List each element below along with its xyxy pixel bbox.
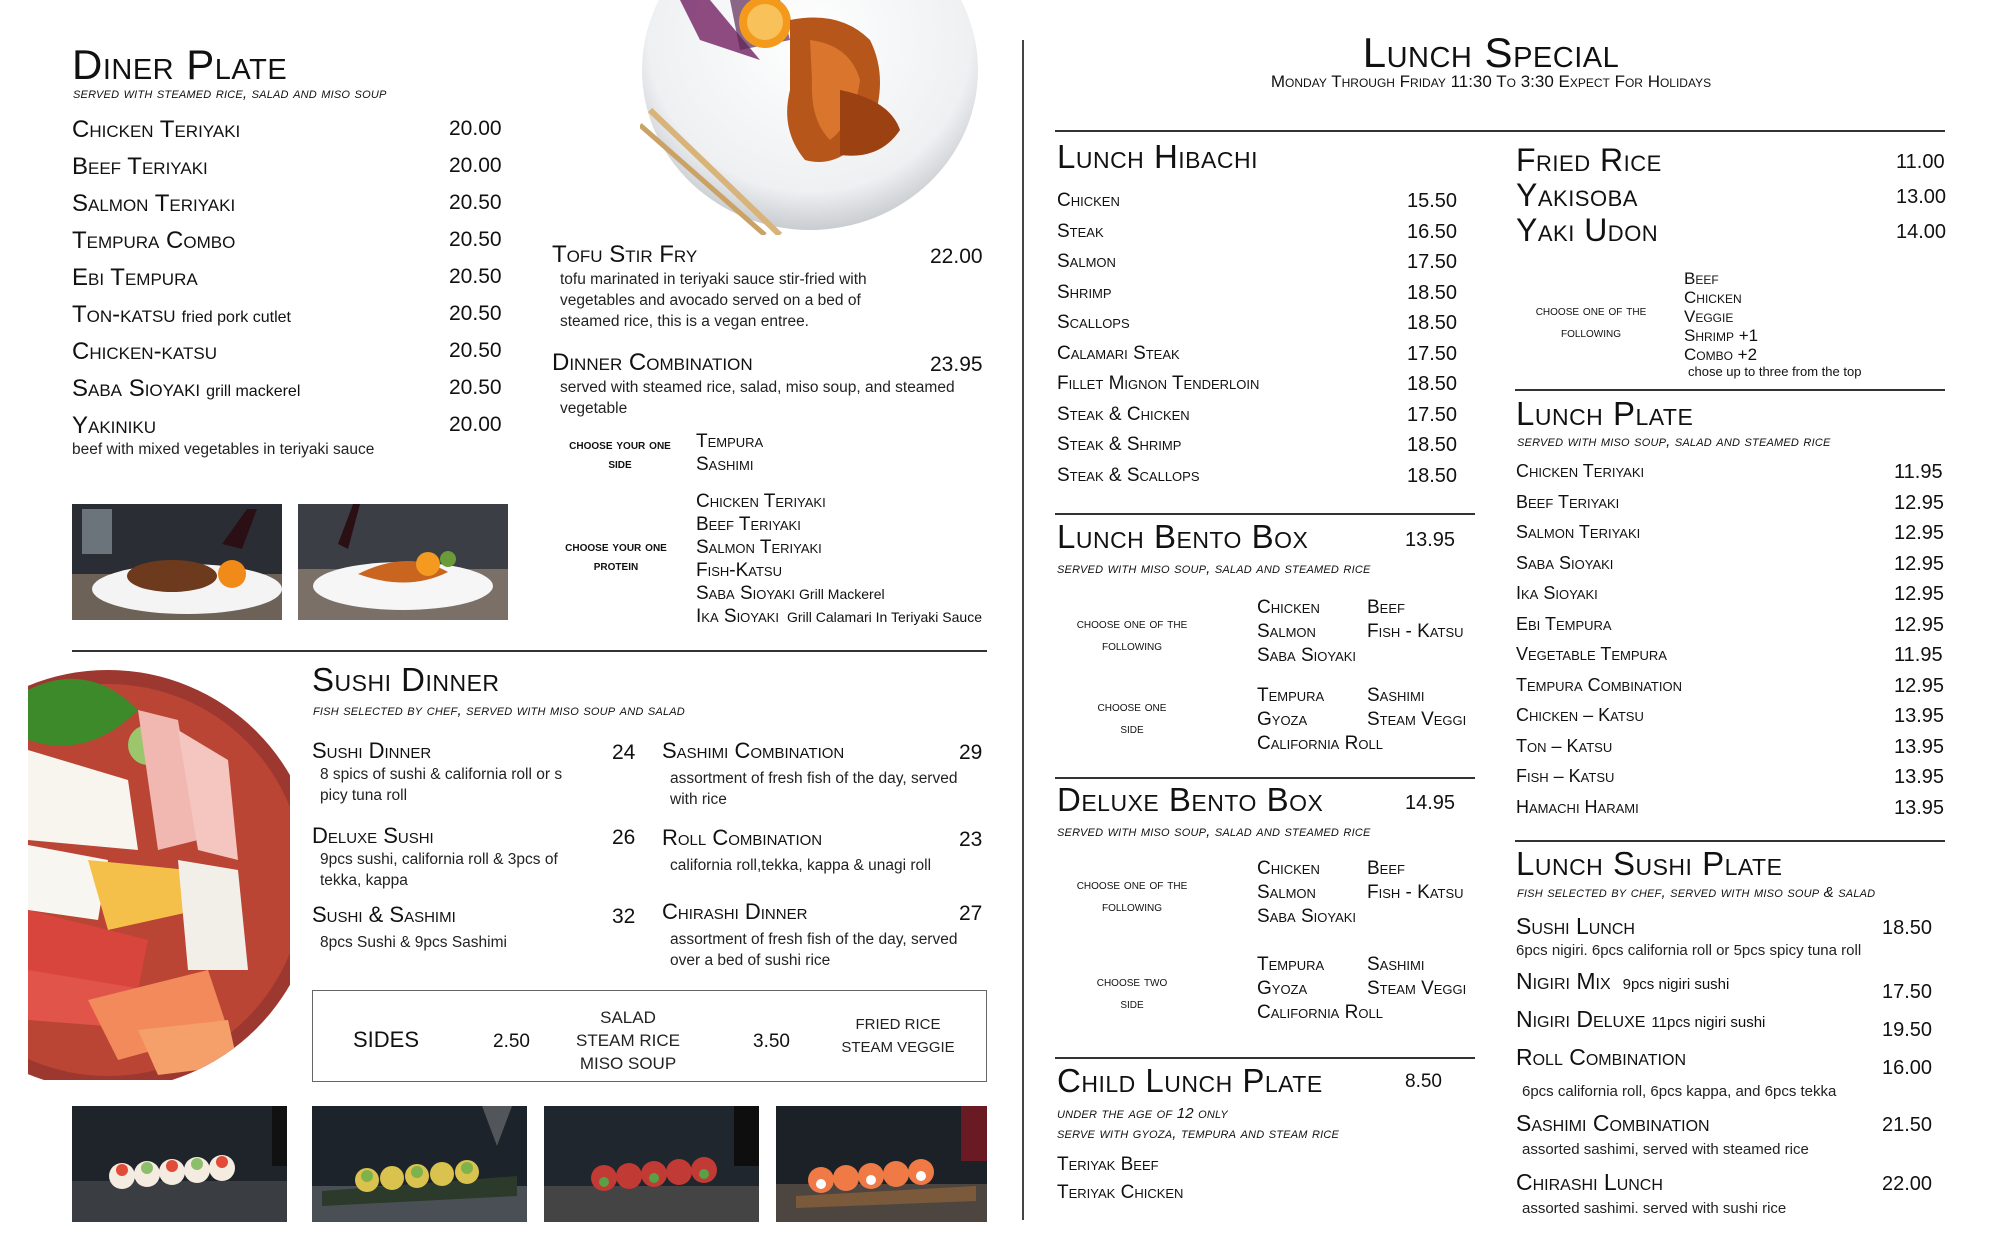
protein-note: Grill Mackerel <box>799 586 885 602</box>
item-price: 20.00 <box>449 413 502 436</box>
lunch-bento-subtitle: served with miso soup, salad and steamed rice <box>1057 560 1371 577</box>
list-item <box>72 118 502 142</box>
item-name: Sashimi Combination <box>1516 1110 1710 1136</box>
item-price: 13.95 <box>1894 705 1945 727</box>
sushi-item-price: 26 <box>612 826 636 849</box>
list-item <box>1516 214 1946 246</box>
dinner-photo-1 <box>72 504 282 620</box>
list-item <box>1516 554 1946 574</box>
item-price: 16.00 <box>1882 1057 1933 1079</box>
item-name: Ebi Tempura <box>72 264 198 291</box>
list-item <box>1516 798 1946 818</box>
item-name: Tempura Combination <box>1516 674 1682 695</box>
sushi-dinner-title: Sushi Dinner <box>312 661 500 698</box>
list-item <box>1057 283 1497 303</box>
item-name: Tempura Combo <box>72 227 236 254</box>
item-name: Yakisoba <box>1516 177 1638 213</box>
item-price: 15.50 <box>1407 190 1458 212</box>
child-lunch-subtitle-1: under the age of 12 only <box>1057 1105 1228 1122</box>
dinner-plate-title: Diner Plate <box>72 41 288 88</box>
sushi-item <box>312 740 642 807</box>
item-price: 17.50 <box>1407 342 1458 365</box>
item-price: 13.95 <box>1894 796 1945 819</box>
item-name: Chicken <box>1057 190 1120 211</box>
lunch-sushi-item <box>1516 1171 1946 1219</box>
list-item <box>72 340 502 364</box>
sides-price-2: 3.50 <box>753 1031 790 1052</box>
sushi-item-desc: 9pcs sushi, california roll & 3pcs of tekka, kappa <box>320 851 558 889</box>
hibachi-rule <box>1055 513 1475 515</box>
sushi-item-price: 32 <box>612 905 636 928</box>
choice-option: Salmon <box>1257 882 1316 903</box>
list-item <box>1516 462 1946 482</box>
item-name: Roll Combination <box>1516 1044 1687 1070</box>
item-price: 13.95 <box>1894 766 1945 788</box>
sushi-item-name: Roll Combination <box>662 825 823 850</box>
sushi-item <box>662 740 992 811</box>
choice-option: Veggie <box>1684 307 1734 326</box>
item-note: 11pcs nigiri sushi <box>1651 1014 1766 1031</box>
sushi-item-price: 27 <box>959 902 983 925</box>
tofu-stir-fry-price: 22.00 <box>930 245 983 268</box>
protein-note: Grill Calamari In Teriyaki Sauce <box>786 609 982 625</box>
dinner-plate-subtitle: served with steamed rice, salad and miso soup <box>73 85 387 102</box>
choice-option: Beef <box>1684 269 1719 288</box>
lunch-sushi-subtitle: fish selected by chef, served with miso soup & salad <box>1517 884 1876 901</box>
sashimi-bowl-photo <box>28 670 290 1080</box>
sushi-dinner-subtitle: fish selected by chef, served with miso soup and salad <box>313 702 685 719</box>
dinner-photo-2 <box>298 504 508 620</box>
item-name: Nigiri Mix <box>1516 968 1611 994</box>
side-option: Steam Veggi <box>1367 978 1467 999</box>
item-name: Fried Rice <box>1516 142 1662 178</box>
item-price: 20.00 <box>449 154 502 177</box>
item-price: 22.00 <box>1882 1173 1933 1195</box>
list-item <box>1057 222 1497 242</box>
list-item <box>1057 191 1497 211</box>
item-price: 11.95 <box>1894 461 1943 483</box>
item-name: Chicken – Katsu <box>1516 705 1644 725</box>
list-item <box>1516 767 1946 787</box>
sushi-item-name: Sushi & Sashimi <box>312 902 456 927</box>
lunch-plate-rule <box>1515 840 1945 842</box>
item-price: 16.50 <box>1407 220 1458 243</box>
item-name: Fillet Mignon Tenderloin <box>1057 373 1260 394</box>
item-name: Beef Teriyaki <box>72 153 208 180</box>
dinner-combination-name: Dinner Combination <box>552 349 753 376</box>
fried-rice-choose-label: choose one of the following <box>1535 302 1647 341</box>
choice-option: Salmon <box>1257 621 1316 642</box>
teriyaki-plate-photo <box>640 0 980 235</box>
item-note: grill mackerel <box>206 383 301 400</box>
choice-option: Chicken <box>1684 288 1742 307</box>
lunch-bento-price: 13.95 <box>1405 529 1456 551</box>
item-price: 17.50 <box>1882 981 1933 1003</box>
choice-option: Combo +2 <box>1684 345 1758 364</box>
deluxe-bento-choices <box>1257 859 1487 934</box>
list-item <box>1057 374 1497 394</box>
sushi-item-desc: california roll,tekka, kappa & unagi roll <box>670 857 932 874</box>
protein-name: Chicken Teriyaki <box>696 491 826 512</box>
bento-rule <box>1055 777 1475 779</box>
sides-group-1 <box>553 1007 703 1076</box>
lunch-sushi-item <box>1516 915 1946 961</box>
lunch-bento-sides <box>1257 686 1487 761</box>
protein-name: Salmon Teriyaki <box>696 537 822 558</box>
list-item <box>1516 179 1946 211</box>
item-name: Shrimp <box>1057 281 1112 303</box>
sushi-item <box>662 901 992 972</box>
choose-one-protein-label: choose your one protein <box>565 538 667 573</box>
side-options <box>696 432 763 478</box>
roll-photo-1 <box>72 1106 287 1222</box>
lunch-bento-choose-label: choose one of the following <box>1076 615 1188 654</box>
side-option: Tempura <box>1257 954 1325 975</box>
lunch-plate-title: Lunch Plate <box>1516 395 1694 432</box>
item-name: Nigiri Deluxe <box>1516 1006 1646 1032</box>
lunch-sushi-item <box>1516 1006 1946 1041</box>
side-option: STEAM RICE <box>576 1030 680 1050</box>
list-item <box>1057 344 1497 364</box>
lunch-bento-choices <box>1257 598 1487 673</box>
tofu-stir-fry-name: Tofu Stir Fry <box>552 241 698 268</box>
item-name: Steak & Scallops <box>1057 464 1200 486</box>
deluxe-bento-choose-label: choose one of the following <box>1076 876 1188 915</box>
list-item <box>72 192 502 216</box>
list-item <box>1516 144 1946 176</box>
tofu-stir-fry-desc: tofu marinated in teriyaki sauce stir-fried with vegetables and avocado served on a bed of steamed rice, this is a vegan entree. <box>560 271 867 330</box>
lunch-sushi-title: Lunch Sushi Plate <box>1516 845 1783 882</box>
item-price: 19.50 <box>1882 1019 1933 1041</box>
dinner-combination-desc: served with steamed rice, salad, miso soup, and steamed vegetable <box>560 379 955 417</box>
list-item <box>72 414 502 438</box>
item-name: Scallops <box>1057 312 1130 333</box>
side-option: California Roll <box>1257 733 1383 754</box>
item-price: 18.50 <box>1407 464 1458 487</box>
sushi-item <box>312 825 642 892</box>
lunch-sushi-item <box>1516 1112 1946 1160</box>
child-lunch-price: 8.50 <box>1405 1071 1442 1092</box>
choice-option: Chicken <box>1257 597 1320 618</box>
item-price: 13.95 <box>1894 735 1945 758</box>
item-name: Calamari Steak <box>1057 342 1180 364</box>
item-price: 20.00 <box>449 117 502 140</box>
item-price: 20.50 <box>449 376 502 399</box>
lunch-hibachi-title: Lunch Hibachi <box>1057 138 1258 175</box>
child-lunch-title: Child Lunch Plate <box>1057 1062 1323 1099</box>
sushi-item <box>312 904 642 954</box>
item-name: Salmon <box>1057 251 1116 272</box>
sushi-item-name: Sashimi Combination <box>662 738 845 763</box>
item-name: Beef Teriyaki <box>1516 491 1620 512</box>
sushi-item-name: Sushi Dinner <box>312 738 432 763</box>
list-item <box>1516 706 1946 726</box>
item-price: 18.50 <box>1882 917 1933 939</box>
sushi-item-desc: assortment of fresh fish of the day, served with rice <box>670 770 958 808</box>
child-lunch-subtitle-2: serve with gyoza, tempura and steam rice <box>1057 1125 1340 1142</box>
deluxe-bento-subtitle: served with miso soup, salad and steamed rice <box>1057 823 1371 840</box>
protein-option <box>696 538 982 561</box>
choice-option: Fish - Katsu <box>1367 621 1464 642</box>
side-option: Gyoza <box>1257 709 1308 730</box>
yakiniku-desc: beef with mixed vegetables in teriyaki sauce <box>72 441 375 458</box>
list-item <box>72 303 502 327</box>
roll-photo-3 <box>544 1106 759 1222</box>
item-price: 12.95 <box>1894 674 1945 697</box>
item-price: 12.95 <box>1894 522 1945 544</box>
choice-option: Shrimp +1 <box>1684 326 1759 345</box>
item-price: 12.95 <box>1894 613 1945 636</box>
item-price: 20.50 <box>449 265 502 288</box>
sushi-item-price: 29 <box>959 741 983 764</box>
side-option: FRIED RICE <box>855 1016 941 1033</box>
lunch-plate-subtitle: served with miso soup, salad and steamed rice <box>1517 433 1831 450</box>
item-name: Chicken Teriyaki <box>72 116 241 143</box>
item-name: Saba Sioyaki <box>1516 552 1614 573</box>
protein-option <box>696 515 982 538</box>
list-item <box>72 377 502 401</box>
item-price: 17.50 <box>1407 251 1458 273</box>
roll-photo-4 <box>776 1106 987 1222</box>
item-desc: assorted sashimi, served with steamed rice <box>1522 1141 1809 1158</box>
list-item <box>1516 615 1946 635</box>
item-desc: 6pcs nigiri. 6pcs california roll or 5pcs spicy tuna roll <box>1516 942 1862 959</box>
lunch-sushi-item <box>1516 968 1946 1003</box>
item-price: 17.50 <box>1407 403 1458 426</box>
deluxe-bento-side-label: choose two side <box>1096 973 1168 1012</box>
choice-option: Chicken <box>1257 858 1320 879</box>
list-item <box>1516 493 1946 513</box>
item-name: Saba Sioyaki <box>72 375 201 402</box>
lunch-sushi-item <box>1516 1046 1946 1102</box>
left-divider <box>72 650 987 652</box>
sushi-item-price: 23 <box>959 828 983 851</box>
item-price: 12.95 <box>1894 491 1945 514</box>
list-item <box>1057 405 1497 425</box>
choice-option: Saba Sioyaki <box>1257 645 1357 666</box>
item-price: 18.50 <box>1407 373 1458 395</box>
side-option: Sashimi <box>696 454 754 475</box>
sushi-item-name: Deluxe Sushi <box>312 823 434 848</box>
item-price: 18.50 <box>1407 312 1458 334</box>
protein-option <box>696 492 982 515</box>
item-price: 11.00 <box>1896 151 1945 173</box>
list-item <box>1516 523 1946 543</box>
item-name: Chirashi Lunch <box>1516 1169 1663 1195</box>
center-divider <box>1022 40 1024 1220</box>
item-name: Steak & Chicken <box>1057 403 1190 425</box>
list-item <box>1057 466 1497 486</box>
side-option: STEAM VEGGIE <box>841 1039 955 1057</box>
protein-options <box>696 492 982 630</box>
item-name: Steak & Shrimp <box>1057 434 1182 455</box>
sides-price-1: 2.50 <box>493 1031 530 1052</box>
protein-option <box>696 607 982 630</box>
protein-name: Fish-Katsu <box>696 560 782 581</box>
fried-rice-rule <box>1515 389 1945 391</box>
choice-option: Fish - Katsu <box>1367 882 1464 903</box>
sushi-item-desc: 8pcs Sushi & 9pcs Sashimi <box>320 934 507 951</box>
roll-photo-2 <box>312 1106 527 1222</box>
item-price: 18.50 <box>1407 281 1458 304</box>
item-price: 20.50 <box>449 191 502 214</box>
item-price: 20.50 <box>449 339 502 362</box>
item-name: Ton – Katsu <box>1516 735 1613 756</box>
item-name: Chicken Teriyaki <box>1516 461 1645 481</box>
lunch-special-title: Lunch Special <box>1362 29 1620 76</box>
protein-option <box>696 561 982 584</box>
choice-option: Saba Sioyaki <box>1257 906 1357 927</box>
item-name: Ika Sioyaki <box>1516 583 1598 603</box>
item-note: 9pcs nigiri sushi <box>1622 976 1730 993</box>
sushi-item-desc: assortment of fresh fish of the day, served over a bed of sushi rice <box>670 931 958 969</box>
item-price: 20.50 <box>449 228 502 251</box>
item-name: Sushi Lunch <box>1516 913 1635 939</box>
side-option: California Roll <box>1257 1002 1383 1023</box>
item-name: Chicken-katsu <box>72 338 217 365</box>
item-price: 21.50 <box>1882 1114 1933 1136</box>
protein-name: Saba Sioyaki <box>696 583 796 604</box>
side-option: Sashimi <box>1367 954 1425 975</box>
item-name: Yakiniku <box>72 412 157 439</box>
choice-option: Beef <box>1367 858 1405 879</box>
sushi-item-price: 24 <box>612 741 636 764</box>
item-name: Yaki Udon <box>1516 212 1659 248</box>
sushi-item-desc: 8 spics of sushi & california roll or s picy tuna roll <box>320 766 563 804</box>
child-lunch-item: Teriyak Chicken <box>1057 1182 1184 1203</box>
item-price: 12.95 <box>1894 583 1945 605</box>
dinner-combination-price: 23.95 <box>930 353 983 376</box>
side-option: Steam Veggi <box>1367 709 1467 730</box>
item-name: Hamachi Harami <box>1516 796 1639 817</box>
side-option: Tempura <box>696 431 764 452</box>
side-option: Gyoza <box>1257 978 1308 999</box>
deluxe-bento-title: Deluxe Bento Box <box>1057 781 1324 818</box>
item-price: 20.50 <box>449 302 502 325</box>
list-item <box>1516 645 1946 665</box>
item-name: Ebi Tempura <box>1516 613 1612 634</box>
child-lunch-item: Teriyak Beef <box>1057 1154 1159 1175</box>
list-item <box>1057 252 1497 272</box>
deluxe-bento-sides <box>1257 955 1487 1030</box>
side-option: MISO SOUP <box>579 1053 677 1073</box>
item-price: 14.00 <box>1896 221 1947 243</box>
item-name: Ton-katsu <box>72 301 176 328</box>
item-desc: assorted sashimi. served with sushi rice <box>1522 1200 1787 1217</box>
item-price: 12.95 <box>1894 552 1945 575</box>
list-item <box>1516 584 1946 604</box>
deluxe-bento-price: 14.95 <box>1405 792 1456 814</box>
lunch-special-subtitle: Monday Through Friday 11:30 To 3:30 Expect For Holidays <box>1270 72 1712 91</box>
choice-option: Beef <box>1367 597 1405 618</box>
sushi-item <box>662 827 992 877</box>
list-item <box>1057 435 1497 455</box>
lunch-bento-side-label: choose one side <box>1097 698 1167 737</box>
side-option: Sashimi <box>1367 685 1425 706</box>
item-name: Vegetable Tempura <box>1516 644 1667 664</box>
sides-box <box>312 990 987 1082</box>
protein-name: Beef Teriyaki <box>696 514 801 535</box>
list-item <box>72 229 502 253</box>
choose-one-side-label: choose your one side <box>569 436 671 471</box>
item-name: Fish – Katsu <box>1516 766 1615 786</box>
list-item <box>1057 313 1497 333</box>
item-name: Salmon Teriyaki <box>1516 522 1641 542</box>
protein-name: Ika Sioyaki <box>696 606 779 627</box>
list-item <box>72 155 502 179</box>
sides-label: SIDES <box>353 1027 420 1052</box>
list-item <box>1516 737 1946 757</box>
side-option: SALAD <box>600 1008 656 1027</box>
list-item <box>72 266 502 290</box>
item-note: fried pork cutlet <box>181 309 291 326</box>
item-price: 13.00 <box>1896 186 1947 208</box>
lunch-header-rule <box>1055 130 1945 132</box>
sushi-item-name: Chirashi Dinner <box>662 899 808 924</box>
sides-group-2 <box>823 1013 973 1060</box>
choices-note: chose up to three from the top <box>1688 364 1862 379</box>
deluxe-rule <box>1055 1057 1475 1059</box>
list-item <box>1516 676 1946 696</box>
protein-option <box>696 584 982 607</box>
lunch-bento-title: Lunch Bento Box <box>1057 518 1309 555</box>
fried-rice-choices <box>1684 270 1861 379</box>
item-price: 18.50 <box>1407 434 1458 456</box>
side-option: Tempura <box>1257 685 1325 706</box>
item-price: 11.95 <box>1894 644 1943 666</box>
item-desc: 6pcs california roll, 6pcs kappa, and 6pcs tekka <box>1522 1083 1837 1100</box>
item-name: Salmon Teriyaki <box>72 190 236 217</box>
item-name: Steak <box>1057 220 1104 242</box>
